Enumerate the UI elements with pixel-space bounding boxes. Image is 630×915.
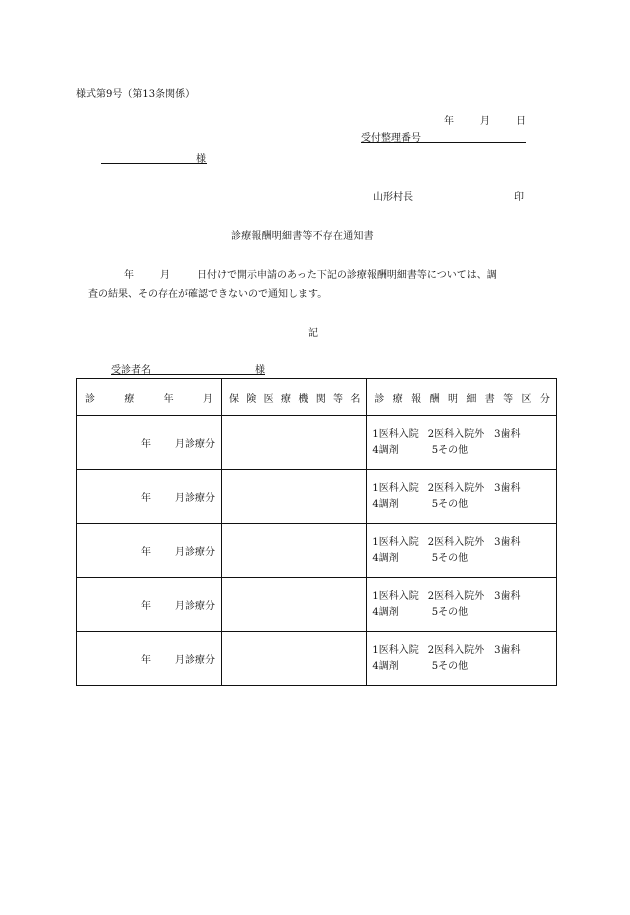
- patient-suffix: 様: [255, 365, 265, 376]
- header-category: [367, 379, 557, 416]
- cat-dispensing: 4調剤: [372, 552, 399, 564]
- body-line1: 日付けで開示申請のあった下記の診療報酬明細書等については、調: [197, 270, 497, 281]
- cat-other: 5その他: [431, 552, 469, 564]
- header-char: 等: [333, 393, 344, 405]
- period-month: 月診療分: [174, 493, 215, 504]
- category-cell: [367, 632, 557, 686]
- header-char: 医: [263, 393, 274, 405]
- form-number: 様式第9号（第13条関係）: [76, 89, 196, 100]
- cat-dental: 3歯科: [494, 590, 521, 602]
- ki-heading: 記: [308, 328, 318, 339]
- period-month: 月診療分: [174, 547, 215, 558]
- cat-inpatient: 1医科入院: [372, 428, 419, 440]
- header-char: 酬: [429, 393, 440, 405]
- cat-dental: 3歯科: [494, 644, 521, 656]
- header-char: 険: [246, 393, 257, 405]
- cat-dispensing: 4調剤: [372, 606, 399, 618]
- header-char: 診: [85, 393, 95, 405]
- header-char: 療: [392, 393, 403, 405]
- cat-other: 5その他: [431, 498, 469, 510]
- header-treatment-period: [77, 379, 222, 416]
- treatment-period-cell: [77, 578, 222, 632]
- patient-label: 受診者名: [111, 365, 151, 376]
- document-title: 診療報酬明細書等不存在通知書: [231, 231, 374, 242]
- cat-dispensing: 4調剤: [372, 444, 399, 456]
- period-year: 年: [140, 493, 151, 504]
- header-char: 関: [315, 393, 326, 405]
- table-row: [77, 470, 557, 524]
- institution-cell: [221, 632, 366, 686]
- header-char: 分: [539, 393, 550, 405]
- table-row: [77, 416, 557, 470]
- period-month: 月診療分: [174, 655, 215, 666]
- period-year: 年: [140, 439, 151, 450]
- cat-outpatient: 2医科入院外: [427, 428, 485, 440]
- period-year: 年: [140, 655, 151, 666]
- header-char: 保: [228, 393, 239, 405]
- treatment-period-cell: [77, 632, 222, 686]
- header-char: 細: [466, 393, 477, 405]
- cat-dispensing: 4調剤: [372, 660, 399, 672]
- table-header-row: [77, 379, 557, 416]
- header-char: 月: [202, 393, 213, 405]
- header-char: 区: [521, 393, 532, 405]
- period-year: 年: [140, 601, 151, 612]
- issuer-name: 山形村長: [373, 192, 413, 203]
- header-char: 年: [163, 393, 174, 405]
- date-month: 月: [480, 116, 490, 127]
- cat-dental: 3歯科: [494, 428, 521, 440]
- date-year: 年: [444, 116, 454, 127]
- period-year: 年: [140, 547, 151, 558]
- category-cell: [367, 470, 557, 524]
- body-month: 月: [160, 270, 170, 281]
- issuer-seal: 印: [514, 192, 524, 203]
- header-char: 明: [447, 393, 458, 405]
- cat-outpatient: 2医科入院外: [427, 644, 485, 656]
- header-institution: [221, 379, 366, 416]
- date-day: 日: [516, 116, 526, 127]
- table-row: [77, 632, 557, 686]
- treatment-period-cell: [77, 470, 222, 524]
- receipt-number-label: 受付整理番号: [361, 133, 421, 144]
- period-month: 月診療分: [174, 601, 215, 612]
- cat-other: 5その他: [431, 606, 469, 618]
- cat-outpatient: 2医科入院外: [427, 482, 485, 494]
- header-char: 療: [124, 393, 135, 405]
- header-char: 書: [484, 393, 495, 405]
- cat-dental: 3歯科: [494, 482, 521, 494]
- table-row: [77, 524, 557, 578]
- header-char: 機: [298, 393, 309, 405]
- institution-cell: [221, 578, 366, 632]
- cat-outpatient: 2医科入院外: [427, 590, 485, 602]
- category-cell: [367, 524, 557, 578]
- header-char: 診: [374, 393, 385, 405]
- treatment-period-cell: [77, 524, 222, 578]
- institution-cell: [221, 524, 366, 578]
- treatment-period-cell: [77, 416, 222, 470]
- cat-inpatient: 1医科入院: [372, 482, 419, 494]
- addressee-suffix: 様: [196, 154, 206, 165]
- header-char: 報: [411, 393, 422, 405]
- body-line2: 査の結果、その存在が確認できないので通知します。: [88, 289, 328, 300]
- institution-cell: [221, 416, 366, 470]
- cat-outpatient: 2医科入院外: [427, 536, 485, 548]
- institution-cell: [221, 470, 366, 524]
- category-cell: [367, 416, 557, 470]
- period-month: 月診療分: [174, 439, 215, 450]
- cat-other: 5その他: [431, 444, 469, 456]
- cat-inpatient: 1医科入院: [372, 644, 419, 656]
- patient-field: [111, 361, 265, 375]
- header-char: 療: [281, 393, 292, 405]
- records-table: [76, 378, 557, 686]
- body-year: 年: [124, 270, 134, 281]
- header-char: 名: [350, 393, 361, 405]
- receipt-number-field: [361, 129, 526, 143]
- cat-dental: 3歯科: [494, 536, 521, 548]
- category-cell: [367, 578, 557, 632]
- addressee-field: [101, 150, 207, 164]
- header-char: 等: [503, 393, 514, 405]
- table-row: [77, 578, 557, 632]
- cat-inpatient: 1医科入院: [372, 536, 419, 548]
- cat-inpatient: 1医科入院: [372, 590, 419, 602]
- cat-other: 5その他: [431, 660, 469, 672]
- cat-dispensing: 4調剤: [372, 498, 399, 510]
